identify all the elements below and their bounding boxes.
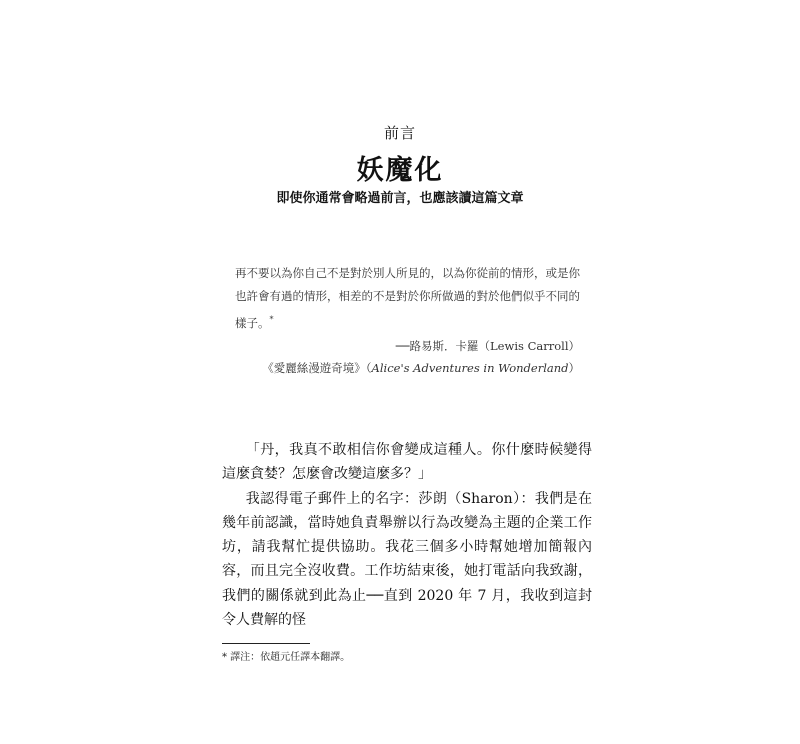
- paragraph: 「丹，我真不敢相信你會變成這種人。你什麼時候變得這麼貪婪？怎麼會改變這麼多？」: [222, 442, 592, 483]
- epigraph-source-suffix: ）: [568, 360, 580, 375]
- epigraph: [235, 262, 580, 379]
- paragraph: 我認得電子郵件上的名字：莎朗（Sharon）：我們是在幾年前認識，當時她負責舉辦以行為改變為主題的企業工作坊，請我幫忙提供協助。我花三個多小時幫她增加簡報內容，而且完全沒收費。工作坊結束後，她打電話向我致謝，我們的關係就到此為止──直到 2020 年 7 月，我收到這封令人費解的怪: [222, 490, 592, 629]
- section-label: 前言: [383, 124, 416, 142]
- epigraph-source-prefix: 《愛麗絲漫遊奇境》（: [262, 360, 372, 375]
- epigraph-quote: [235, 262, 580, 335]
- epigraph-attribution: ──路易斯．卡羅（Lewis Carroll）: [395, 338, 580, 353]
- body-text: [222, 438, 592, 632]
- chapter-title: 妖魔化: [356, 155, 444, 186]
- epigraph-source-title: Alice's Adventures in Wonderland: [371, 360, 569, 375]
- footnote-divider: [222, 643, 310, 644]
- epigraph-source: [235, 357, 580, 379]
- footnote: * 譯注：依趙元任譯本翻譯。: [222, 652, 351, 663]
- footnote-mark: *: [269, 315, 274, 324]
- chapter-subtitle: 即使你通常會略過前言，也應該讀這篇文章: [276, 191, 524, 206]
- epigraph-quote-text: 再不要以為你自己不是對於別人所見的，以為你從前的情形，或是你也許會有過的情形，相差的不是對於你所做過的對於他們似乎不同的樣子。: [235, 266, 580, 330]
